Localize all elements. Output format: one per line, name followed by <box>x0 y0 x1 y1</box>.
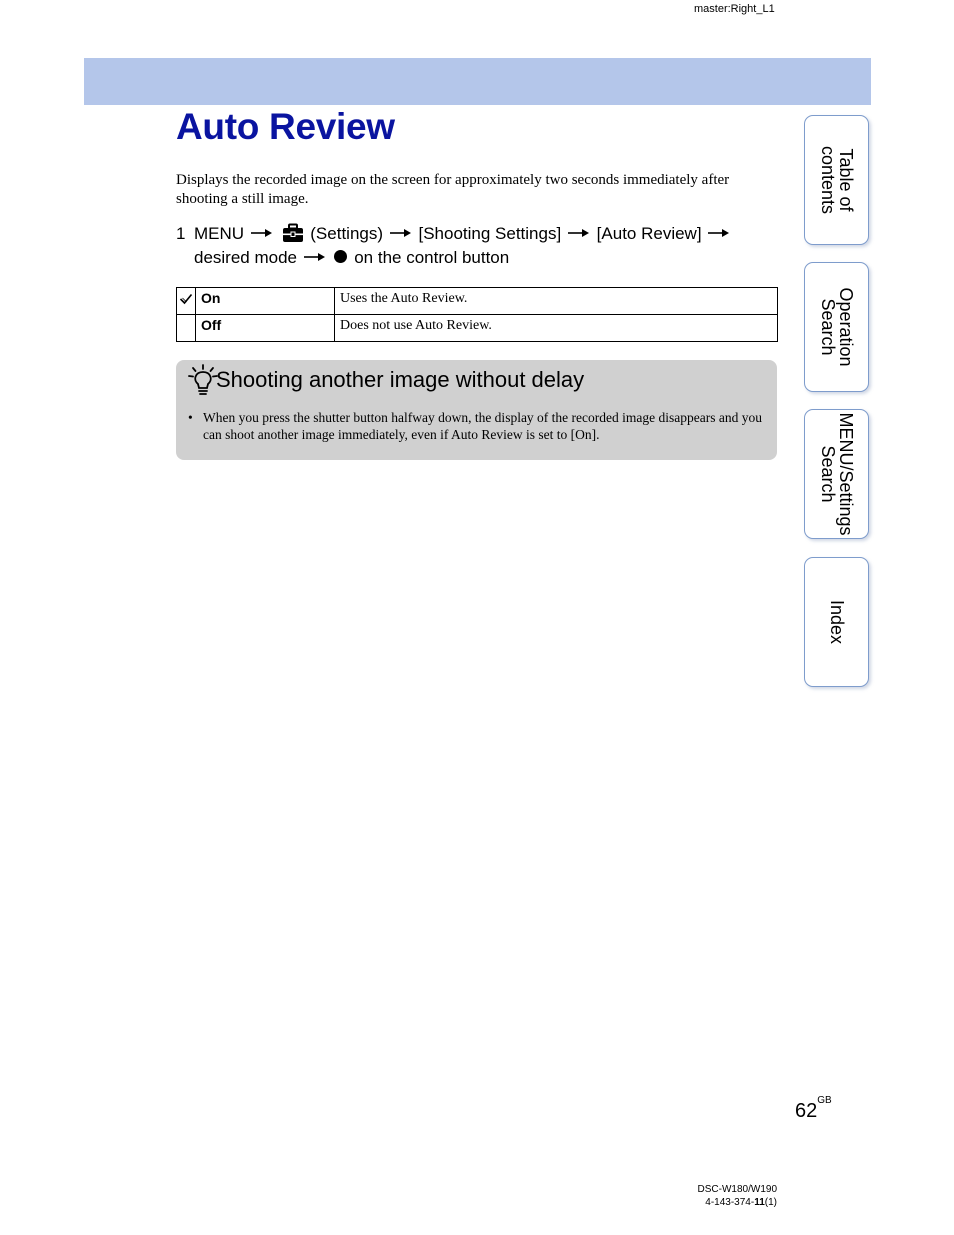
default-mark-cell <box>177 288 196 315</box>
page-title: Auto Review <box>176 106 395 147</box>
tab-label: MENU/Settings Search <box>817 412 856 536</box>
tab-index[interactable] <box>804 557 869 687</box>
arrow-right-icon <box>390 228 412 238</box>
shooting-settings-label: [Shooting Settings] <box>418 224 562 243</box>
option-description: Does not use Auto Review. <box>335 315 778 342</box>
table-row <box>177 288 778 315</box>
control-button-label: on the control button <box>354 248 510 267</box>
master-tag: master:Right_L1 <box>694 3 775 15</box>
default-mark-cell <box>177 315 196 342</box>
checkmark-icon <box>179 293 193 305</box>
step-number: 1 <box>176 224 186 243</box>
lightbulb-hint-icon <box>188 364 218 396</box>
tip-box <box>176 360 777 460</box>
footer-model: DSC-W180/W190 <box>697 1184 777 1195</box>
center-button-icon <box>334 250 347 263</box>
option-name: On <box>196 288 335 315</box>
tab-menu-settings-search[interactable] <box>804 409 869 539</box>
options-table <box>176 287 778 342</box>
table-row <box>177 315 778 342</box>
header-band <box>84 58 871 105</box>
bullet-marker: • <box>188 410 193 425</box>
page-number: $62^{GB}$ <box>795 1095 832 1122</box>
step-1 <box>176 222 766 270</box>
tip-title: Shooting another image without delay <box>216 367 585 392</box>
arrow-right-icon <box>568 228 590 238</box>
tab-operation-search[interactable] <box>804 262 869 392</box>
option-description: Uses the Auto Review. <box>335 288 778 315</box>
menu-label: MENU <box>194 224 245 243</box>
tab-label: Index <box>826 599 847 645</box>
arrow-right-icon <box>251 228 273 238</box>
arrow-right-icon <box>304 252 326 262</box>
desired-mode-label: desired mode <box>194 248 298 267</box>
arrow-right-icon <box>708 228 730 238</box>
settings-label: (Settings) <box>310 224 384 243</box>
footer-code: 4-143-374-11(1) <box>705 1197 777 1208</box>
option-name: Off <box>196 315 335 342</box>
tip-text: When you press the shutter button halfway down, the display of the recorded image disappears and you can shoot another image immediately, even if Auto Review is set to [On]. <box>203 410 762 442</box>
tip-bullet-item <box>188 409 768 443</box>
page-suffix: GB <box>817 1095 832 1106</box>
toolbox-settings-icon <box>282 223 304 243</box>
intro-text: Displays the recorded image on the screen for approximately two seconds immediately after shooting a still image. <box>176 172 730 207</box>
tab-label: Operation Search <box>817 287 856 367</box>
tab-label: Table of contents <box>817 145 856 215</box>
tab-table-of-contents[interactable] <box>804 115 869 245</box>
auto-review-label: [Auto Review] <box>596 224 702 243</box>
